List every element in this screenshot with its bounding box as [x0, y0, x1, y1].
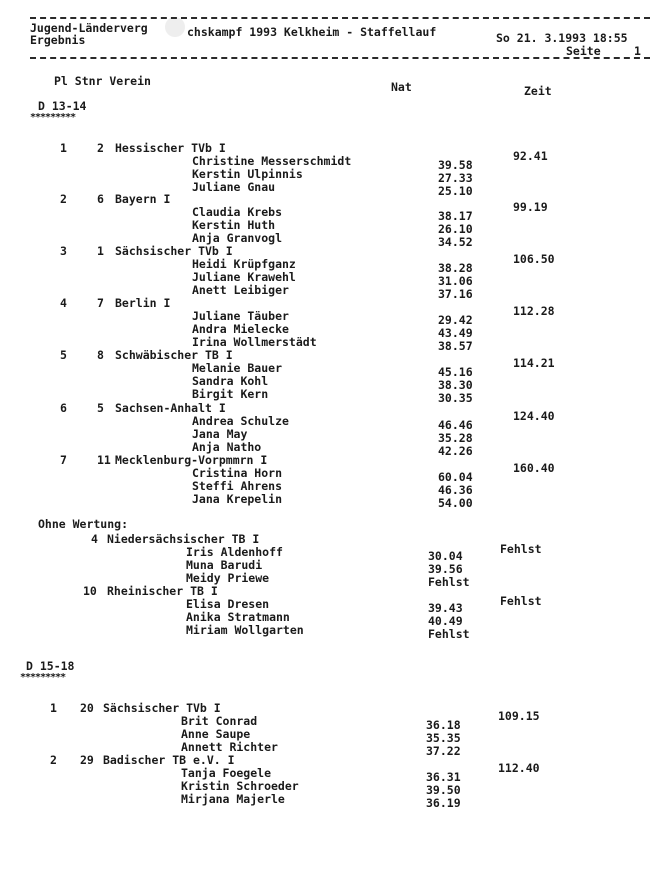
team-start-number: 10 [83, 584, 97, 598]
runner-time: 36.18 [426, 718, 461, 732]
runner-time: 36.19 [426, 796, 461, 810]
team-total-time: 160.40 [513, 461, 555, 475]
runner-name: Birgit Kern [192, 387, 269, 401]
team-total-time: 124.40 [513, 409, 555, 423]
runner-name: Mirjana Majerle [181, 792, 285, 806]
runner-time: 38.57 [438, 339, 473, 353]
header-rule-bottom [30, 57, 650, 59]
runner-name: Brit Conrad [181, 714, 258, 728]
runner-time: 37.22 [426, 744, 461, 758]
runner-name: Elisa Dresen [186, 597, 270, 611]
header-date: So 21. 3.1993 18:55 [496, 31, 628, 45]
section-stars: ********* [30, 112, 76, 123]
runner-time: 34.52 [438, 235, 473, 249]
team-name: Mecklenburg-Vorpmmrn I [115, 453, 268, 467]
runner-time: 43.49 [438, 326, 473, 340]
runner-time: 46.36 [438, 483, 473, 497]
runner-name: Anika Stratmann [186, 610, 290, 624]
team-total-time: 114.21 [513, 356, 555, 370]
team-total-time: 106.50 [513, 252, 555, 266]
team-total-time: 92.41 [513, 149, 548, 163]
col-zeit: Zeit [524, 84, 552, 98]
runner-name: Andrea Schulze [192, 414, 289, 428]
runner-name: Jana Krepelin [192, 492, 283, 506]
runner-time: 39.56 [428, 562, 463, 576]
runner-time: 46.46 [438, 418, 473, 432]
runner-time: 39.58 [438, 158, 473, 172]
runner-name: Christine Messerschmidt [192, 154, 352, 168]
runner-name: Juliane Krawehl [192, 270, 296, 284]
runner-name: Steffi Ahrens [192, 479, 283, 493]
runner-time: 29.42 [438, 313, 473, 327]
team-name: Hessischer TVb I [115, 141, 226, 155]
runner-name: Melanie Bauer [192, 361, 283, 375]
team-place: 7 [60, 453, 67, 467]
team-place: 3 [60, 244, 67, 258]
header-title-mid: chskampf 1993 Kelkheim - Staffellauf [187, 25, 437, 39]
runner-time: 30.35 [438, 391, 473, 405]
team-total-time: 112.40 [498, 761, 540, 775]
runner-name: Kerstin Huth [192, 218, 276, 232]
runner-name: Cristina Horn [192, 466, 283, 480]
runner-name: Anja Granvogl [192, 231, 283, 245]
ohne-wertung-label: Ohne Wertung: [38, 517, 129, 531]
team-name: Sächsischer TVb I [115, 244, 233, 258]
runner-time: 40.49 [428, 614, 463, 628]
team-total-time: 99.19 [513, 200, 548, 214]
section-title: D 15-18 [26, 659, 75, 673]
col-nat: Nat [391, 80, 412, 94]
header-page-number: 1 [634, 44, 641, 58]
runner-name: Claudia Krebs [192, 205, 283, 219]
runner-name: Sandra Kohl [192, 374, 269, 388]
runner-name: Jana May [192, 427, 248, 441]
team-name: Sächsischer TVb I [103, 701, 221, 715]
team-place: 6 [60, 401, 67, 415]
team-place: 5 [60, 348, 67, 362]
team-total-time: 109.15 [498, 709, 540, 723]
team-start-number: 4 [91, 532, 98, 546]
team-place: 2 [50, 753, 57, 767]
runner-name: Anja Natho [192, 440, 262, 454]
team-start-number: 6 [97, 192, 104, 206]
runner-time: 27.33 [438, 171, 473, 185]
header-title-left: Jugend-Länderverg [30, 21, 148, 35]
team-start-number: 11 [97, 453, 111, 467]
runner-time: 39.50 [426, 783, 461, 797]
team-start-number: 29 [80, 753, 94, 767]
runner-time: 35.35 [426, 731, 461, 745]
runner-name: Miriam Wollgarten [186, 623, 304, 637]
runner-time: 31.06 [438, 274, 473, 288]
team-start-number: 20 [80, 701, 94, 715]
runner-time: 45.16 [438, 365, 473, 379]
runner-time: 38.30 [438, 378, 473, 392]
runner-name: Juliane Täuber [192, 309, 289, 323]
team-total-time: 112.28 [513, 304, 555, 318]
runner-time: 30.04 [428, 549, 463, 563]
section-stars: ********* [20, 672, 66, 683]
runner-time: 35.28 [438, 431, 473, 445]
team-name: Bayern I [115, 192, 171, 206]
runner-name: Andra Mielecke [192, 322, 289, 336]
team-start-number: 7 [97, 296, 104, 310]
runner-name: Kerstin Ulpinnis [192, 167, 303, 181]
scan-blemish [165, 17, 185, 37]
runner-name: Kristin Schroeder [181, 779, 299, 793]
header-rule-top [30, 17, 650, 19]
team-name: Schwäbischer TB I [115, 348, 233, 362]
runner-time: 54.00 [438, 496, 473, 510]
runner-name: Tanja Foegele [181, 766, 272, 780]
team-place: 1 [60, 141, 67, 155]
runner-time: 25.10 [438, 184, 473, 198]
runner-name: Heidi Krüpfganz [192, 257, 296, 271]
runner-name: Annett Richter [181, 740, 278, 754]
team-start-number: 2 [97, 141, 104, 155]
runner-time: 60.04 [438, 470, 473, 484]
team-name: Badischer TB e.V. I [103, 753, 235, 767]
runner-time: 36.31 [426, 770, 461, 784]
team-name: Rheinischer TB I [107, 584, 218, 598]
team-place: 1 [50, 701, 57, 715]
runner-name: Anne Saupe [181, 727, 251, 741]
runner-time: 39.43 [428, 601, 463, 615]
runner-time: Fehlst [428, 575, 470, 589]
runner-name: Muna Barudi [186, 558, 263, 572]
team-place: 4 [60, 296, 67, 310]
team-name: Niedersächsischer TB I [107, 532, 260, 546]
runner-time: 37.16 [438, 287, 473, 301]
team-total-time: Fehlst [500, 594, 542, 608]
header-subtitle: Ergebnis [30, 33, 86, 47]
header-page-label: Seite [566, 44, 601, 58]
section-title: D 13-14 [38, 99, 87, 113]
team-start-number: 5 [97, 401, 104, 415]
col-pl-stnr-verein: Pl Stnr Verein [54, 74, 151, 88]
team-total-time: Fehlst [500, 542, 542, 556]
runner-name: Juliane Gnau [192, 180, 276, 194]
runner-name: Irina Wollmerstädt [192, 335, 317, 349]
runner-time: Fehlst [428, 627, 470, 641]
team-name: Sachsen-Anhalt I [115, 401, 226, 415]
team-start-number: 1 [97, 244, 104, 258]
runner-time: 38.17 [438, 209, 473, 223]
runner-name: Anett Leibiger [192, 283, 289, 297]
runner-name: Meidy Priewe [186, 571, 270, 585]
runner-name: Iris Aldenhoff [186, 545, 283, 559]
runner-time: 38.28 [438, 261, 473, 275]
runner-time: 26.10 [438, 222, 473, 236]
team-start-number: 8 [97, 348, 104, 362]
team-name: Berlin I [115, 296, 171, 310]
runner-time: 42.26 [438, 444, 473, 458]
team-place: 2 [60, 192, 67, 206]
